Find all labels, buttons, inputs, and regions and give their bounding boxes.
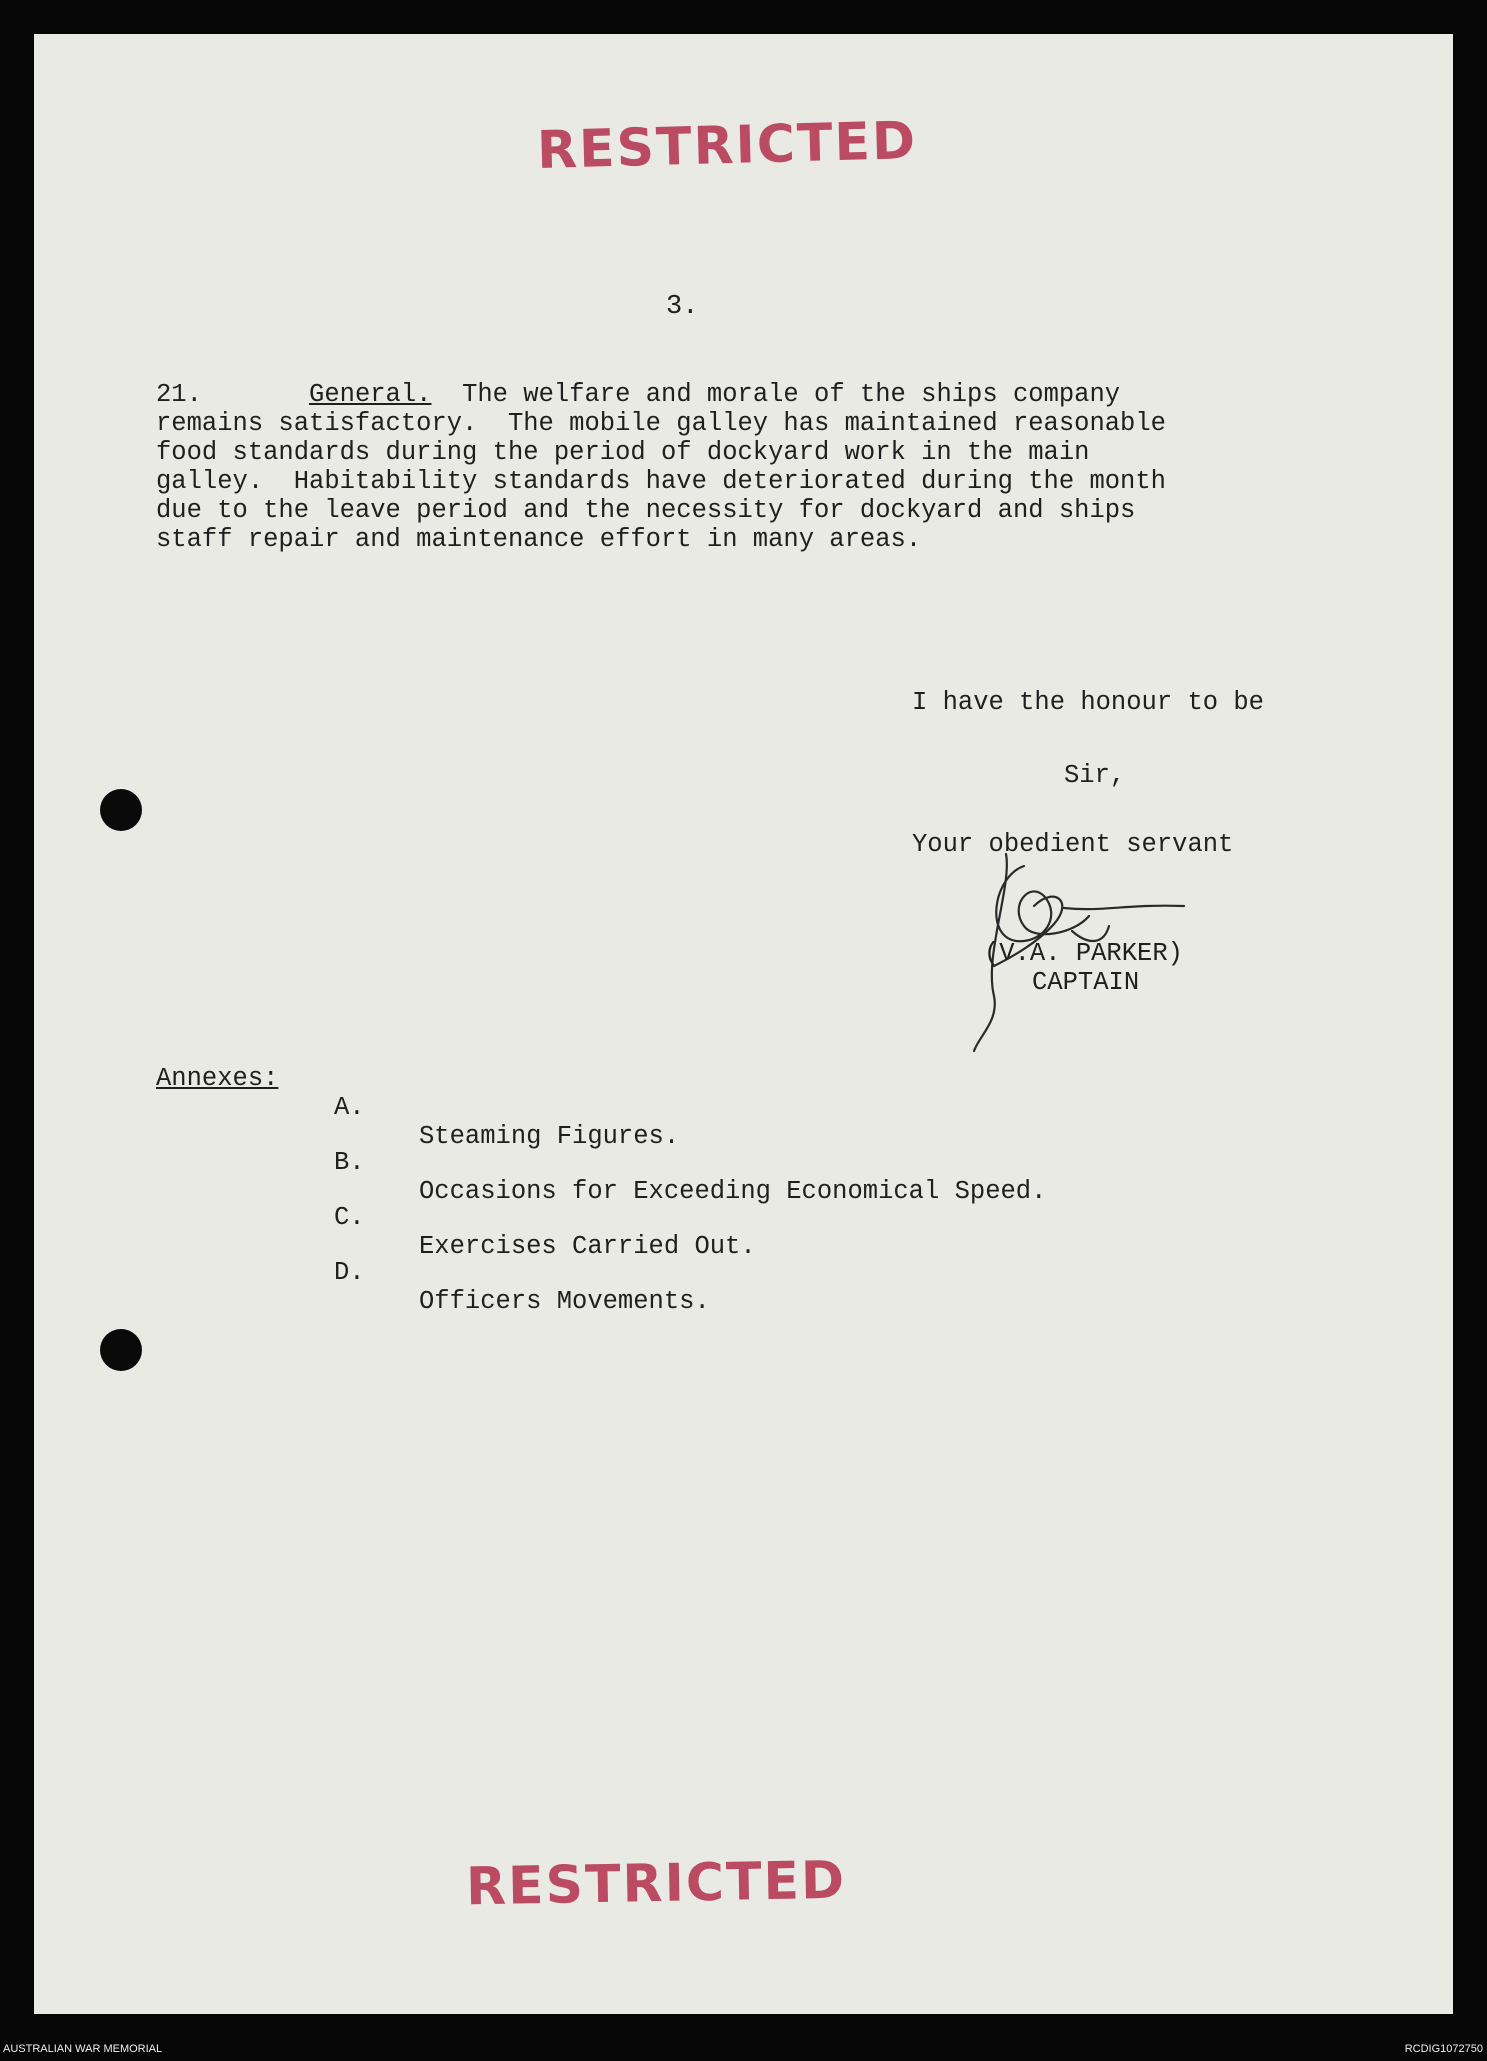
paragraph-number: 21. <box>156 380 202 409</box>
closing-line-3: Your obedient servant <box>912 830 1234 859</box>
paragraph-line-6: staff repair and maintenance effort in many areas. <box>156 525 922 554</box>
page-number: 3. <box>666 292 699 322</box>
paragraph-line-2: remains satisfactory. The mobile galley has maintained reasonable <box>156 409 1166 438</box>
signatory-rank: CAPTAIN <box>1032 968 1140 997</box>
restricted-stamp-bottom: RESTRICTED <box>465 1850 847 1918</box>
punch-hole <box>100 789 142 831</box>
paragraph-line-4: galley. Habitability standards have deteriorated during the month <box>156 467 1166 496</box>
paragraph-line-1: The welfare and morale of the ships company <box>462 380 1121 409</box>
annex-text: Steaming Figures. <box>419 1122 680 1151</box>
restricted-stamp-top: RESTRICTED <box>536 111 918 181</box>
closing-salutation: Sir, <box>1064 761 1126 790</box>
paragraph-heading: General. <box>309 380 432 409</box>
annex-letter: B. <box>334 1148 365 1177</box>
annex-text: Officers Movements. <box>419 1287 710 1316</box>
closing-line-1: I have the honour to be <box>912 688 1264 717</box>
annex-item-d <box>34 1229 1234 1345</box>
punch-hole <box>100 1329 142 1371</box>
annex-letter: D. <box>334 1258 365 1287</box>
annex-text: Exercises Carried Out. <box>419 1232 756 1261</box>
footer-archive-name: AUSTRALIAN WAR MEMORIAL <box>3 2043 163 2055</box>
annex-letter: A. <box>334 1093 365 1122</box>
signatory-name: (V.A. PARKER) <box>984 939 1183 968</box>
annexes-label: Annexes: <box>156 1064 279 1093</box>
document-page <box>34 34 1453 2014</box>
footer-reference-id: RCDIG1072750 <box>1404 2043 1483 2055</box>
annex-text: Occasions for Exceeding Economical Speed. <box>419 1177 1047 1206</box>
paragraph-line-5: due to the leave period and the necessity for dockyard and ships <box>156 496 1136 525</box>
paragraph-line-3: food standards during the period of dockyard work in the main <box>156 438 1090 467</box>
paragraph-21 <box>156 380 1356 554</box>
annex-letter: C. <box>334 1203 365 1232</box>
